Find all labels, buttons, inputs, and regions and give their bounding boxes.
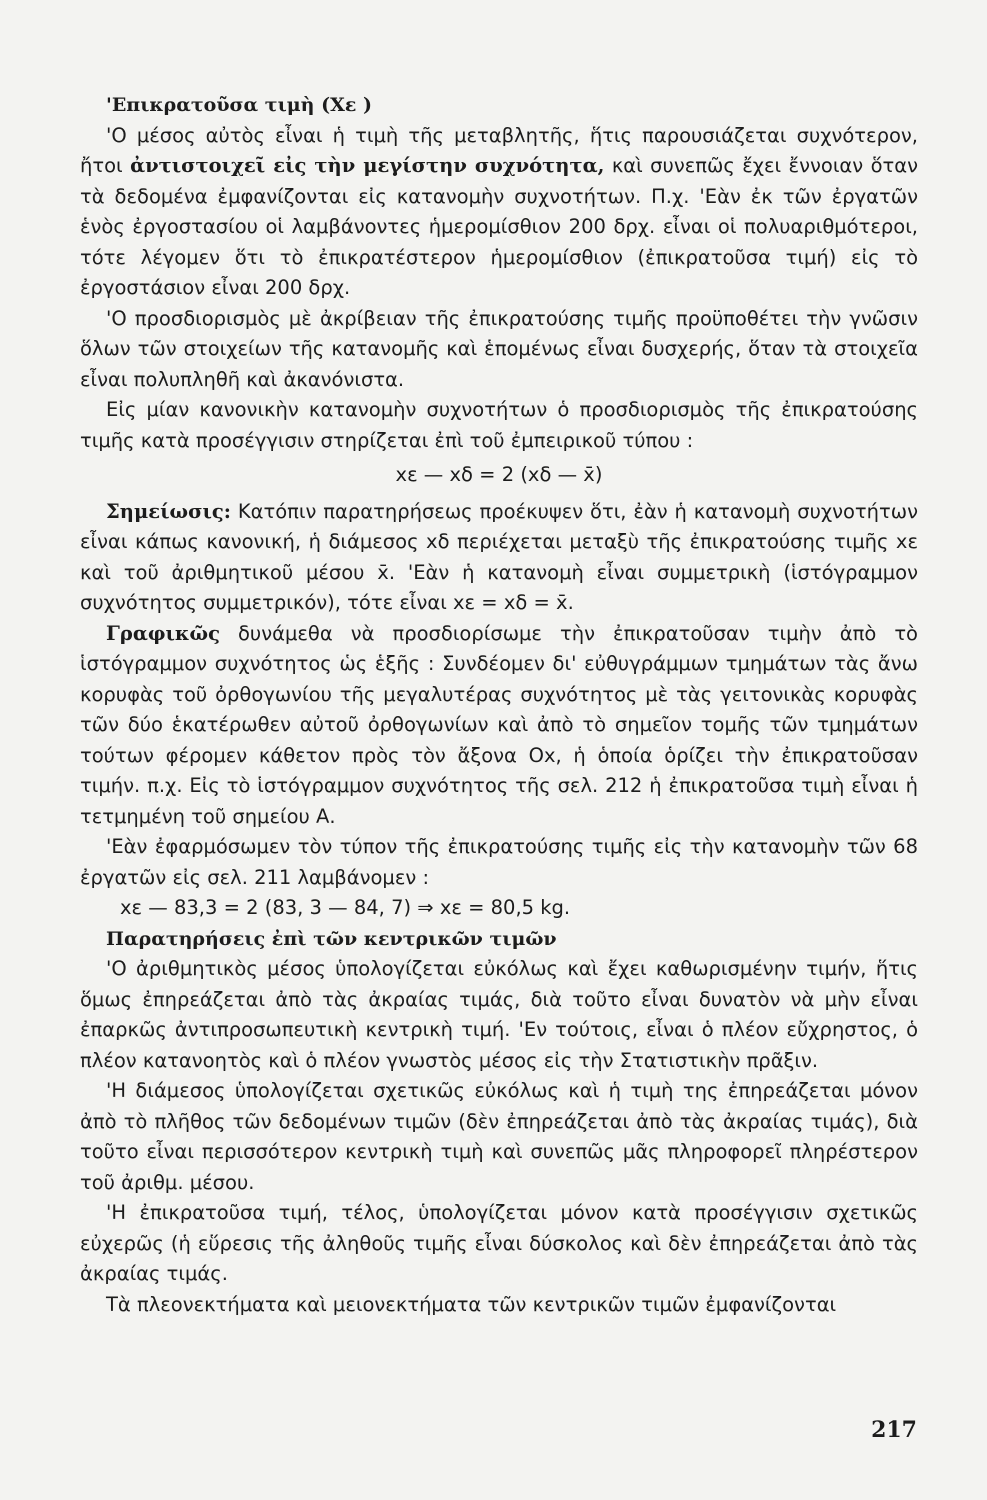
paragraph-empirical-formula: Εἰς μίαν κανονικὴν κατανομὴν συχνοτήτων ὁ προσδιορισμὸς τῆς ἐπικρατούσης τιμῆς κατὰ προσέγγισιν στηρίζεται ἐπὶ τοῦ ἐμπειρικοῦ τύπου : [80,398,918,452]
emphasis-text: ἀντιστοιχεῖ εἰς τὴν μεγίστην συχνότητα, [130,154,605,177]
text-run: καὶ συνεπῶς ἔχει ἔννοιαν ὅταν τὰ δεδομένα ἐμφανίζονται εἰς κατανομὴν συχνοτήτων. Π.χ. 'Εὰν ἐκ τῶν ἐργατῶν ἑνὸς ἐργοστασίου οἱ λαμβάνοντες ἡμερομίσθιον 200 δρχ. εἶναι οἱ πολυαριθμότεροι, τότε λέγομεν ὅτι τὸ ἐπικρατέστερον ἡμερομίσθιον (ἐπικρατοῦσα τιμή) εἰς τὸ ἐργοστάσιον εἶναι 200 δρχ. [80,154,919,299]
paragraph-application: 'Εὰν ἐφαρμόσωμεν τὸν τύπον τῆς ἐπικρατούσης τιμῆς εἰς τὴν κατανομὴν τῶν 68 ἐργατῶν εἰς σελ. 211 λαμβάνομεν : [80,835,918,889]
note-paragraph [80,497,918,619]
paragraph-median: 'Η διάμεσος ὑπολογίζεται σχετικῶς εὐκόλως καὶ ἡ τιμὴ της ἐπηρεάζεται μόνον ἀπὸ τὸ πλῆθος τῶν δεδομένων τιμῶν (δὲν ἐπηρεάζεται ἀπὸ τὰς ἀκραίας τιμάς), διὰ τοῦτο εἶναι περισσότερον κεντρικὴ τιμὴ καὶ συνεπῶς μᾶς πληροφορεῖ πληρέστερον τοῦ ἀριθμ. μέσου. [80,1079,918,1194]
graphical-method-paragraph [80,619,918,833]
section-heading-mode: 'Επικρατοῦσα τιμὴ (Χε ) [106,94,372,116]
page-body [80,90,918,1320]
formula-example-result: xε — 83,3 = 2 (83, 3 — 84, 7) ⇒ xε = 80,5 kg. [120,896,571,919]
paragraph-mode: 'Η ἐπικρατοῦσα τιμή, τέλος, ὑπολογίζεται μόνον κατὰ προσέγγισιν σχετικῶς εὐχερῶς (ἡ εὕρεσις τῆς ἀληθοῦς τιμῆς εἶναι δύσκολος καὶ δὲν ἐπηρεάζεται ἀπὸ τὰς ἀκραίας τιμάς. [80,1201,918,1285]
paragraph-mode-precision: 'Ο προσδιορισμὸς μὲ ἀκρίβειαν τῆς ἐπικρατούσης τιμῆς προϋποθέτει τὴν γνῶσιν ὅλων τῶν στοιχείων τῆς κατανομῆς καὶ ἑπομένως εἶναι δυσχερής, ὅταν τὰ στοιχεῖα εἶναι πολυπληθῆ καὶ ἀκανόνιστα. [80,306,918,391]
page-number: 217 [871,1417,917,1443]
paragraph-advantages: Τὰ πλεονεκτήματα καὶ μειονεκτήματα τῶν κεντρικῶν τιμῶν ἐμφανίζονται [106,1292,837,1316]
paragraph-mode-definition [80,121,918,304]
paragraph-arithmetic-mean: 'Ο ἀριθμητικὸς μέσος ὑπολογίζεται εὐκόλως καὶ ἔχει καθωρισμένην τιμήν, ἥτις ὅμως ἐπηρεάζεται ἀπὸ τὰς ἀκραίας τιμάς, διὰ τοῦτο εἶναι δυνατὸν νὰ μὴν εἶναι ἐπαρκῶς ἀντιπροσωπευτικὴ κεντρικὴ τιμή. 'Εν τούτοις, εἶναι ὁ πλέον εὔχρηστος, ὁ πλέον κατανοητὸς καὶ ὁ πλέον γνωστὸς μέσος εἰς τὴν Στατιστικὴν πρᾶξιν. [80,957,918,1072]
note-label: Σημείωσις: [106,499,231,523]
section-heading-remarks: Παρατηρήσεις ἐπὶ τῶν κεντρικῶν τιμῶν [106,927,557,950]
graphical-text: δυνάμεθα νὰ προσδιορίσωμε τὴν ἐπικρατοῦσαν τιμὴν ἀπὸ τὸ ἱστόγραμμον συχνότητος ὡς ἑξῆς : Συνδέομεν δι' εὐθυγράμμων τμημάτων τὰς ἄνω κορυφὰς τοῦ ὀρθογωνίου τῆς μεγαλυτέρας συχνότητος μὲ τὰς γειτονικὰς κορυφὰς τῶν δύο ἑκατέρωθεν αὐτοῦ ὀρθογωνίων καὶ ἀπὸ τὸ σημεῖον τομῆς τῶν τμημάτων τούτων φέρομεν κάθετον πρὸς τὸν ἄξονα Ox, ἡ ὁποία ὁρίζει τὴν ἐπικρατοῦσαν τιμήν. π.χ. Εἰς τὸ ἱστόγραμμον συχνότητος τῆς σελ. 212 ἡ ἐπικρατοῦσα τιμὴ εἶναι ἡ τετμημένη τοῦ σημείου Α. [80,621,918,828]
graphical-label: Γραφικῶς [106,621,220,645]
note-text: Κατόπιν παρατηρήσεως προέκυψεν ὅτι, ἐὰν ἡ κατανομὴ συχνοτήτων εἶναι κάπως κανονική, ἡ διάμεσος xδ περιέχεται μεταξὺ τῆς ἐπικρατούσης τιμῆς xε καὶ τοῦ ἀριθμητικοῦ μέσου x̄. 'Εὰν ἡ κατανομὴ εἶναι συμμετρικὴ (ἱστόγραμμον συχνότητος συμμετρικόν), τότε εἶναι xε = xδ = x̄. [80,499,918,614]
text-run: 'Ο μέσος αὐτὸς εἶναι ἡ τιμὴ τῆς μεταβλητῆς, ἥτις παρουσιάζεται συχνότερον, ἤτοι [80,123,918,177]
formula-mode-median-mean: xε — xδ = 2 (xδ — x̄) [395,463,603,486]
